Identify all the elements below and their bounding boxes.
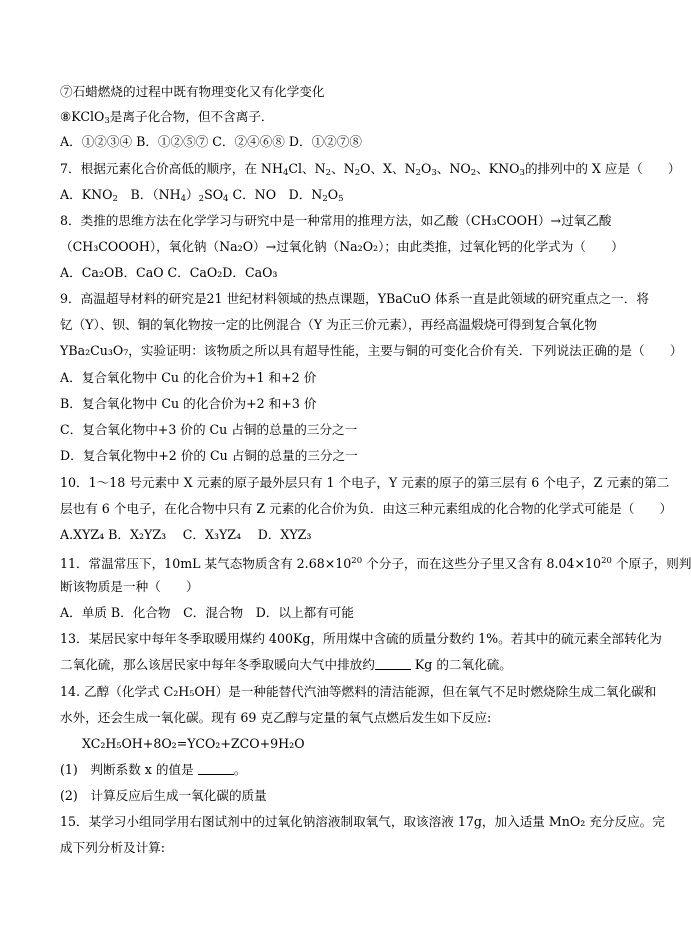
q8-stem-2: （CH₃COOOH），氧化钠（Na₂O）→过氧化钠（Na₂O₂）；由此类推，过氧化钙的化学式为（ ） — [60, 239, 624, 254]
q11-stem-2: 断该物质是一种（ ） — [60, 579, 199, 594]
text: 、NO — [436, 161, 471, 176]
q10-stem-2: 层也有 6 个电子，在化合物中只有 Z 元素的化合价为负．由这三种元素组成的化合物的化学式可能是（ ） — [60, 501, 673, 516]
q8-stem-1: 8．类推的思维方法在化学学习与研究中是一种常用的推理方法，如乙酸（CH₃COOH）→过氧乙酸 — [60, 213, 612, 228]
text: Cl、N — [288, 161, 326, 176]
q9-option-c: C．复合氧化物中+3 价的 Cu 占铜的总量的三分之一 — [60, 422, 358, 437]
text: ） — [186, 187, 199, 202]
q7-stem — [60, 161, 681, 181]
answer-blank — [375, 658, 411, 670]
statement-7: ⑦石蜡燃烧的过程中既有物理变化又有化学变化 — [60, 84, 325, 99]
text: A．KNO — [60, 187, 113, 202]
text: 二氧化硫，那么该居民家中每年冬季取暖向大气中排放约 — [60, 657, 375, 672]
text: Kg 的二氧化硫。 — [410, 657, 512, 672]
q13-stem-2 — [60, 657, 605, 673]
q14-stem-1: 14. 乙醇（化学式 C₂H₅OH）是一种能替代汽油等燃料的清洁能源，但在氧气不足时燃烧除生成二氧化碳和 — [60, 684, 657, 699]
q11-stem-1 — [60, 553, 691, 572]
text: C．NO D．N — [228, 187, 323, 202]
q7-options — [60, 187, 605, 207]
text: 、N — [331, 161, 355, 176]
q9-stem-2: 钇（Y）、钡、铜的氧化物按一定的比例混合（Y 为正三价元素），再经高温煅烧可得到复合氧化物 — [60, 317, 597, 332]
answer-blank — [198, 763, 234, 775]
text: ⑧KClO — [60, 109, 105, 124]
text: 的排列中的 X 应是（ ） — [524, 161, 681, 176]
q9-option-a: A．复合氧化物中 Cu 的化合价为+1 和+2 价 — [60, 370, 317, 385]
q13-stem-1: 13．某居民家中每年冬季取暖用煤约 400Kg，所用煤中含硫的质量分数约 1%。若其中的硫元素全部转化为 — [60, 631, 662, 646]
text: 个原子，则判 — [611, 556, 691, 571]
q9-stem-1: 9．高温超导材料的研究是21 世纪材料领域的热点课题，YBaCuO 体系一直是此领域的研究重点之一．将 — [60, 291, 649, 306]
text: 。 — [233, 762, 247, 777]
subscript: 2 — [322, 194, 328, 204]
text: 、KNO — [476, 161, 520, 176]
subscript: 2 — [354, 168, 361, 178]
text: O — [327, 187, 339, 202]
subscript: 2 — [470, 168, 477, 178]
superscript: 20 — [601, 556, 612, 566]
text: 个分子，而在这些分子里又含有 8.04×10 — [362, 556, 602, 571]
subscript: 2 — [112, 194, 118, 204]
subscript: 3 — [519, 168, 525, 178]
q14-part-1 — [60, 762, 605, 778]
q15-stem-1: 15．某学习小组同学用右图试剂中的过氧化钠溶液制取氧气，取该溶液 17g，加入适量 MnO₂ 充分反应。完 — [60, 814, 665, 829]
subscript: 2 — [198, 194, 205, 204]
q14-part-2: (2) 计算反应后生成一氧化碳的质量 — [60, 788, 267, 803]
q10-options: A.XYZ₄ B．X₂YZ₃ C．X₃YZ₄ D．XYZ₃ — [60, 527, 312, 542]
q14-stem-2: 水外，还会生成一氧化碳。现有 69 克乙醇与定量的氧气点燃后发生如下反应: — [60, 710, 492, 725]
text: 是离子化合物，但不含离子． — [109, 109, 274, 124]
q11-options: A．单质 B．化合物 C．混合物 D．以上都有可能 — [60, 605, 354, 620]
text: B．（NH — [117, 187, 181, 202]
text: (1) 判断系数 x 的值是 — [60, 762, 198, 777]
subscript: 2 — [415, 168, 422, 178]
q8-options: A．Ca₂OB．CaO C．CaO₂D．CaO₃ — [60, 265, 278, 280]
subscript: 4 — [282, 168, 289, 178]
q10-stem-1: 10．1～18 号元素中 X 元素的原子最外层只有 1 个电子，Y 元素的原子的第三层有 6 个电子，Z 元素的第二 — [60, 475, 670, 490]
q9-option-b: B．复合氧化物中 Cu 的化合价为+2 和+3 价 — [60, 396, 317, 411]
text: 7．根据元素化合价高低的顺序，在 NH — [60, 161, 283, 176]
subscript: 4 — [223, 194, 229, 204]
q9-stem-3: YBa₂Cu₃O₇，实验证明：该物质之所以具有超导性能，主要与铜的可变化合价有关．下列说法正确的是（ ） — [60, 343, 683, 358]
subscript: 3 — [104, 116, 110, 126]
q6-options: A．①②③④ B．①②⑤⑦ C．②④⑥⑧ D．①②⑦⑧ — [60, 134, 362, 149]
q9-option-d: D．复合氧化物中+2 价的 Cu 占铜的总量的三分之一 — [60, 448, 358, 463]
text: 11．常温常压下，10mL 某气态物质含有 2.68×10 — [60, 556, 352, 571]
subscript: 5 — [338, 194, 344, 204]
statement-8 — [60, 109, 605, 129]
subscript: 4 — [180, 194, 187, 204]
q14-equation: XC₂H₅OH+8O₂=YCO₂+ZCO+9H₂O — [82, 736, 305, 751]
text: O — [421, 161, 432, 176]
text: O、X、N — [360, 161, 416, 176]
text: SO — [204, 187, 224, 202]
superscript: 20 — [351, 556, 363, 566]
subscript: 3 — [431, 168, 437, 178]
subscript: 2 — [325, 168, 332, 178]
q15-stem-2: 成下列分析及计算: — [60, 840, 165, 855]
